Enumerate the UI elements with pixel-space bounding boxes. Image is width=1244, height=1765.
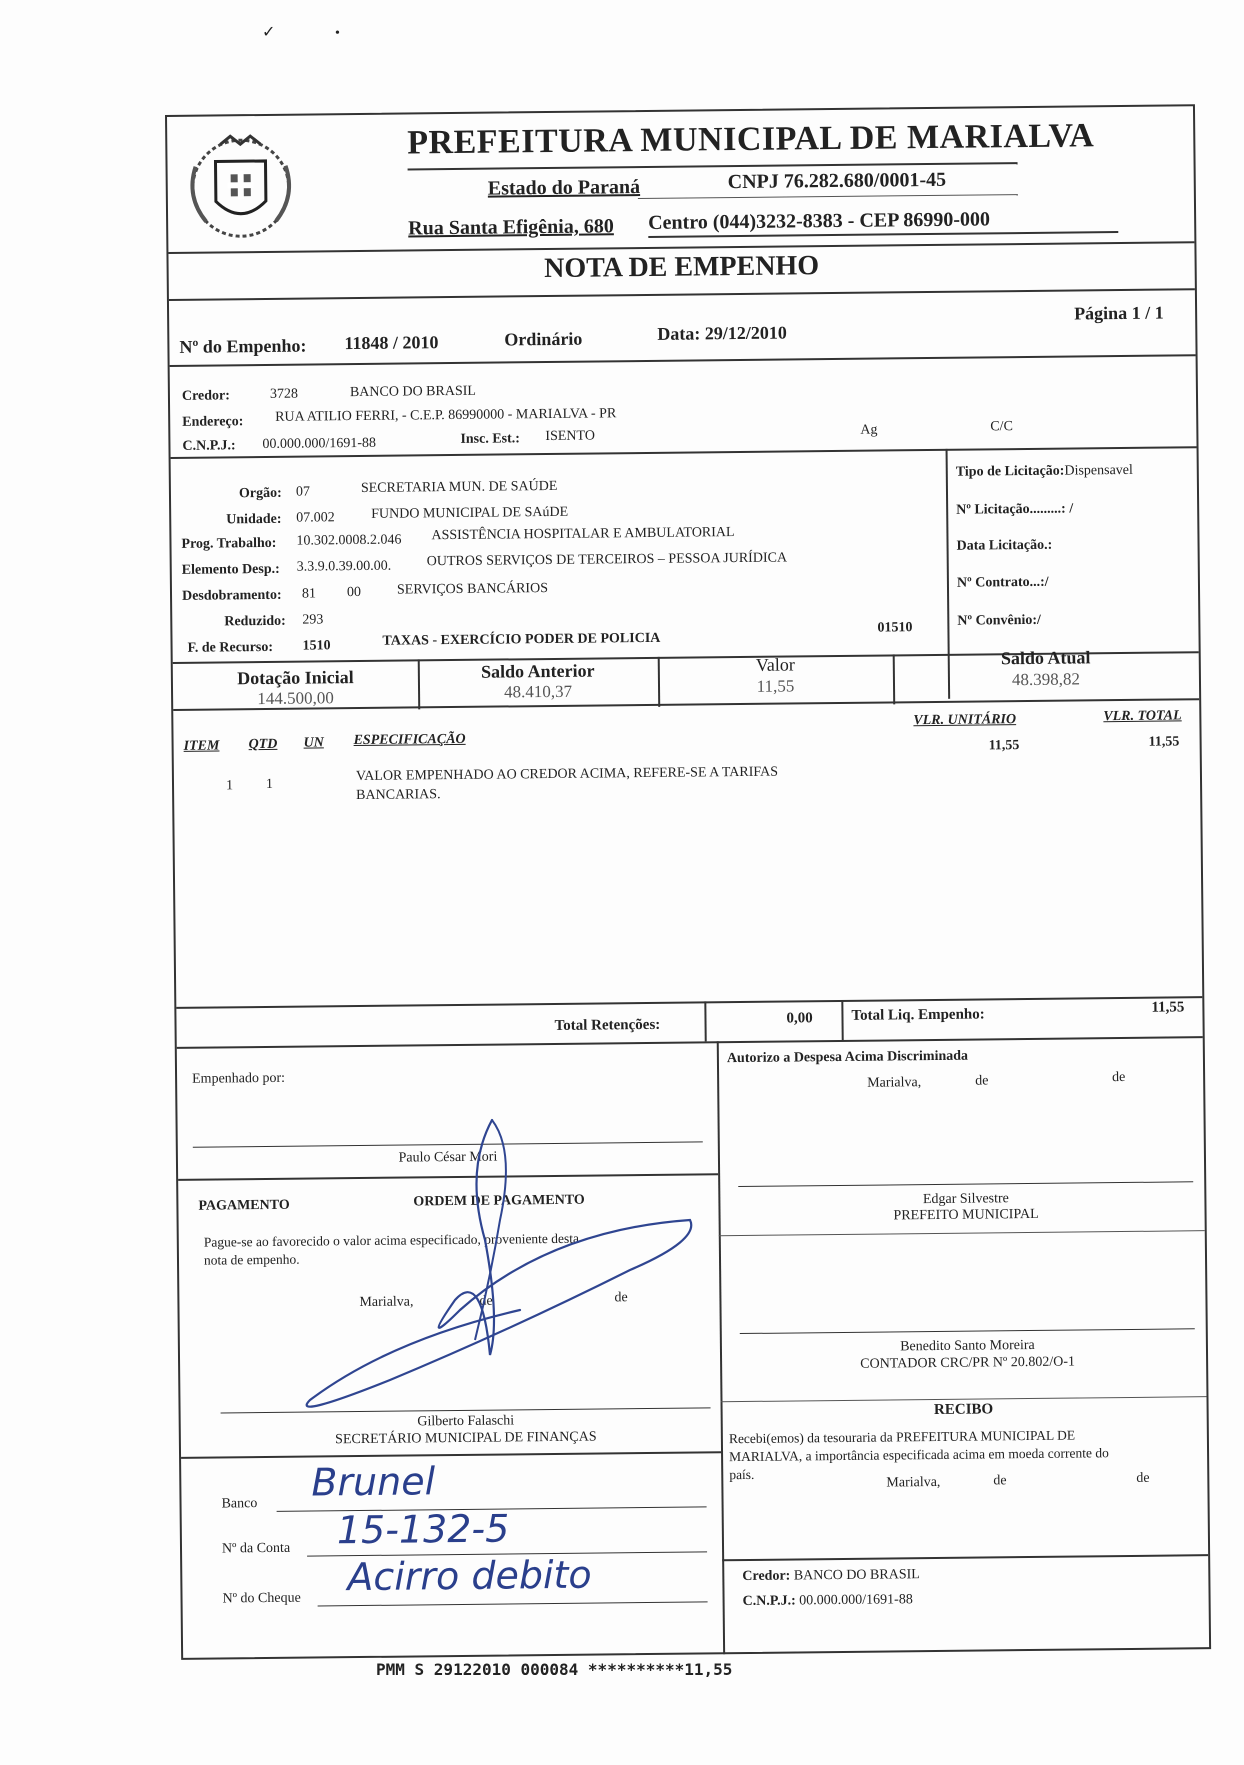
cnpj-credor-value: 00.000.000/1691-88 <box>262 435 377 452</box>
totals-col1 <box>704 1001 706 1041</box>
col-espec: ESPECIFICAÇÃO <box>353 731 466 749</box>
saldo-atual-label: Saldo Atual <box>1000 647 1091 669</box>
contador-title: CONTADOR CRC/PR Nº 20.802/O-1 <box>860 1354 1076 1372</box>
unidade-code: 07.002 <box>296 510 335 526</box>
credor-name: BANCO DO BRASIL <box>349 383 477 401</box>
cheque-value: Acirro debito <box>347 1552 592 1600</box>
recibo-city: Marialva, <box>886 1474 941 1491</box>
recibo-text1: Recebi(emos) da tesouraria da PREFEITURA MUNICIPAL DE <box>728 1427 1076 1447</box>
empenho-number: 11848 / 2010 <box>344 332 439 354</box>
elemento-code: 3.3.9.0.39.00.00. <box>296 558 392 575</box>
empenho-divider <box>170 354 1196 367</box>
totals-col2 <box>841 1000 843 1040</box>
dotacao-inicial-label: Dotação Inicial <box>237 667 354 689</box>
conta-value: 15-132-5 <box>336 1506 510 1553</box>
item-number: 1 <box>225 778 234 794</box>
item-qtd: 1 <box>265 776 274 792</box>
pagamento-text1: Pague-se ao favorecido o valor acima especificado, proveniente desta <box>203 1230 580 1250</box>
num-licitacao: Nº Licitação.........: / <box>956 501 1074 518</box>
coat-of-arms-logo <box>175 126 306 247</box>
tipo-licitacao-value: Dispensavel <box>1064 462 1133 479</box>
col-vlr-unitario: VLR. UNITÁRIO <box>913 712 1017 729</box>
item-unit-value: 11,55 <box>988 738 1020 754</box>
dotacao-inicial-value: 144.500,00 <box>257 688 334 709</box>
footer-stamp: PMM S 29122010 000084 **********11,55 <box>376 1660 733 1679</box>
item-desc-line1: VALOR EMPENHADO AO CREDOR ACIMA, REFERE-SE A TARIFAS <box>355 764 779 785</box>
prefeitura-title: PREFEITURA MUNICIPAL DE MARIALVA <box>407 117 1095 162</box>
desdobramento-label: Desdobramento: <box>181 587 282 604</box>
total-retencoes-label: Total Retenções: <box>554 1016 661 1034</box>
secretario-title: SECRETÁRIO MUNICIPAL DE FINANÇAS <box>335 1429 597 1448</box>
endereco-value: RUA ATILIO FERRI, - C.E.P. 86990000 - MARIALVA - PR <box>275 406 617 425</box>
endereco-label: Endereço: <box>182 414 244 430</box>
prefeito-name: Edgar Silvestre <box>922 1191 1009 1208</box>
prefeito-divider <box>719 1230 1205 1236</box>
data-licitacao: Data Licitação.: <box>956 537 1053 554</box>
empenho-type: Ordinário <box>504 328 583 350</box>
desdobramento-a: 81 <box>301 586 317 602</box>
valor-label: Valor <box>755 654 795 675</box>
unidade-label: Unidade: <box>226 511 282 528</box>
total-liq-value: 11,55 <box>1151 999 1185 1016</box>
scan-mark: ✓ <box>262 24 276 41</box>
prefeito-title: PREFEITO MUNICIPAL <box>893 1206 1039 1224</box>
tipo-licitacao-text: Tipo de Licitação: <box>955 463 1065 480</box>
cc-label: C/C <box>990 419 1013 435</box>
orgao-code: 07 <box>295 484 311 500</box>
secretario-divider <box>181 1451 721 1459</box>
num-contrato: Nº Contrato...:/ <box>956 574 1049 591</box>
orgao-label: Orgão: <box>238 485 282 502</box>
empenhado-name: Paulo César Mori <box>398 1149 498 1166</box>
saldo-anterior-value: 48.410,37 <box>503 681 573 702</box>
recurso-label: F. de Recurso: <box>187 639 274 656</box>
recurso-number: 01510 <box>877 620 913 636</box>
unidade-value: FUNDO MUNICIPAL DE SAúDE <box>371 504 569 522</box>
recurso-code: 1510 <box>302 638 331 654</box>
prog-value: ASSISTÊNCIA HOSPITALAR E AMBULATORIAL <box>431 525 735 544</box>
reduzido-label: Reduzido: <box>224 613 286 630</box>
insc-value: ISENTO <box>545 428 595 445</box>
insc-label: Insc. Est.: <box>460 431 521 447</box>
secretario-name: Gilberto Falaschi <box>417 1413 515 1430</box>
totals-top-divider <box>176 996 1202 1009</box>
banco-value: Brunel <box>311 1459 436 1505</box>
contador-signature-line <box>740 1328 1195 1334</box>
credor-code: 3728 <box>269 386 299 402</box>
autorizo-city: Marialva, <box>867 1075 922 1091</box>
col-un: UN <box>303 735 324 751</box>
autorizo-de1: de <box>975 1073 989 1089</box>
elemento-label: Elemento Desp.: <box>181 561 280 578</box>
col-item: ITEM <box>183 738 220 754</box>
recurso-value: TAXAS - EXERCÍCIO PODER DE POLICIA <box>382 630 661 649</box>
total-retencoes-value: 0,00 <box>786 1010 813 1027</box>
recibo-bottom-divider <box>722 1554 1208 1561</box>
desdobramento-value: SERVIÇOS BANCÁRIOS <box>396 581 549 598</box>
autorizo-label: Autorizo a Despesa Acima Discriminada <box>726 1048 969 1067</box>
total-liq-label: Total Liq. Empenho: <box>851 1006 985 1024</box>
conta-label: Nº da Conta <box>221 1540 291 1557</box>
cnpj-label: CNPJ 76.282.680/0001-45 <box>727 168 947 194</box>
scan-dot: • <box>335 26 340 41</box>
num-convenio: Nº Convênio:/ <box>957 612 1041 629</box>
recibo-credor <box>742 1567 920 1585</box>
pagamento-de1: de <box>479 1293 493 1309</box>
valor-value: 11,55 <box>756 676 795 696</box>
col-qtd: QTD <box>248 736 278 753</box>
recibo-label: RECIBO <box>933 1401 994 1419</box>
prog-label: Prog. Trabalho: <box>181 535 277 552</box>
recibo-cnpj <box>743 1592 913 1610</box>
ag-label: Ag <box>860 422 878 438</box>
recibo-credor-label: Credor: <box>742 1568 791 1585</box>
desdobramento-b: 00 <box>346 584 362 601</box>
cheque-line <box>318 1601 708 1606</box>
totals-bottom-divider <box>177 1036 1203 1049</box>
prog-code: 10.302.0008.2.046 <box>296 532 402 549</box>
item-total-value: 11,55 <box>1148 734 1180 750</box>
handwritten-signature <box>270 1110 720 1440</box>
recibo-cnpj-value: 00.000.000/1691-88 <box>799 1592 913 1609</box>
recibo-de2: de <box>1136 1470 1150 1486</box>
saldo-atual-value: 48.398,82 <box>1011 669 1081 690</box>
recibo-credor-value: BANCO DO BRASIL <box>793 1567 920 1584</box>
item-desc-line2: BANCARIAS. <box>356 787 441 804</box>
doc-title-divider <box>169 288 1195 301</box>
address-label: Rua Santa Efigênia, 680 <box>408 215 614 240</box>
state-label: Estado do Paraná <box>487 176 641 200</box>
credor-label: Credor: <box>181 388 230 404</box>
page-number: Página 1 / 1 <box>1074 302 1164 324</box>
empenho-number-label: Nº do Empenho: <box>179 335 307 357</box>
recibo-cnpj-label: C.N.P.J.: <box>742 1593 796 1610</box>
elemento-value: OUTROS SERVIÇOS DE TERCEIROS – PESSOA JURÍDICA <box>426 550 788 570</box>
contador-name: Benedito Santo Moreira <box>900 1337 1035 1355</box>
reduzido-value: 293 <box>302 612 324 628</box>
recibo-de1: de <box>993 1473 1007 1489</box>
state-underline <box>638 194 1018 199</box>
autorizo-de2: de <box>1112 1069 1126 1086</box>
ordem-pagamento-label: ORDEM DE PAGAMENTO <box>413 1192 585 1210</box>
cheque-label: Nº do Cheque <box>222 1590 301 1607</box>
recibo-text2: MARIALVA, a importância especificada acima em moeda corrente do <box>729 1445 1109 1465</box>
pagamento-label: PAGAMENTO <box>198 1197 290 1214</box>
empenho-date: Data: 29/12/2010 <box>657 322 787 344</box>
recibo-text3: país. <box>729 1466 755 1483</box>
saldo-anterior-label: Saldo Anterior <box>480 660 595 682</box>
doc-title: NOTA DE EMPENHO <box>544 250 820 285</box>
prefeito-signature-line <box>738 1181 1193 1187</box>
tipo-licitacao-label <box>956 463 1133 481</box>
address-rest: Centro (044)3232-8383 - CEP 86990-000 <box>648 208 991 234</box>
col-vlr-total: VLR. TOTAL <box>1103 708 1182 725</box>
banco-label: Banco <box>221 1496 258 1512</box>
cnpj-credor-label: C.N.P.J.: <box>182 438 236 454</box>
empenhado-label: Empenhado por: <box>192 1070 286 1087</box>
pagamento-text2: nota de empenho. <box>203 1251 300 1268</box>
orgao-value: SECRETARIA MUN. DE SAÚDE <box>360 478 558 496</box>
pagamento-de2: de <box>614 1290 628 1306</box>
pagamento-city: Marialva, <box>359 1294 414 1311</box>
